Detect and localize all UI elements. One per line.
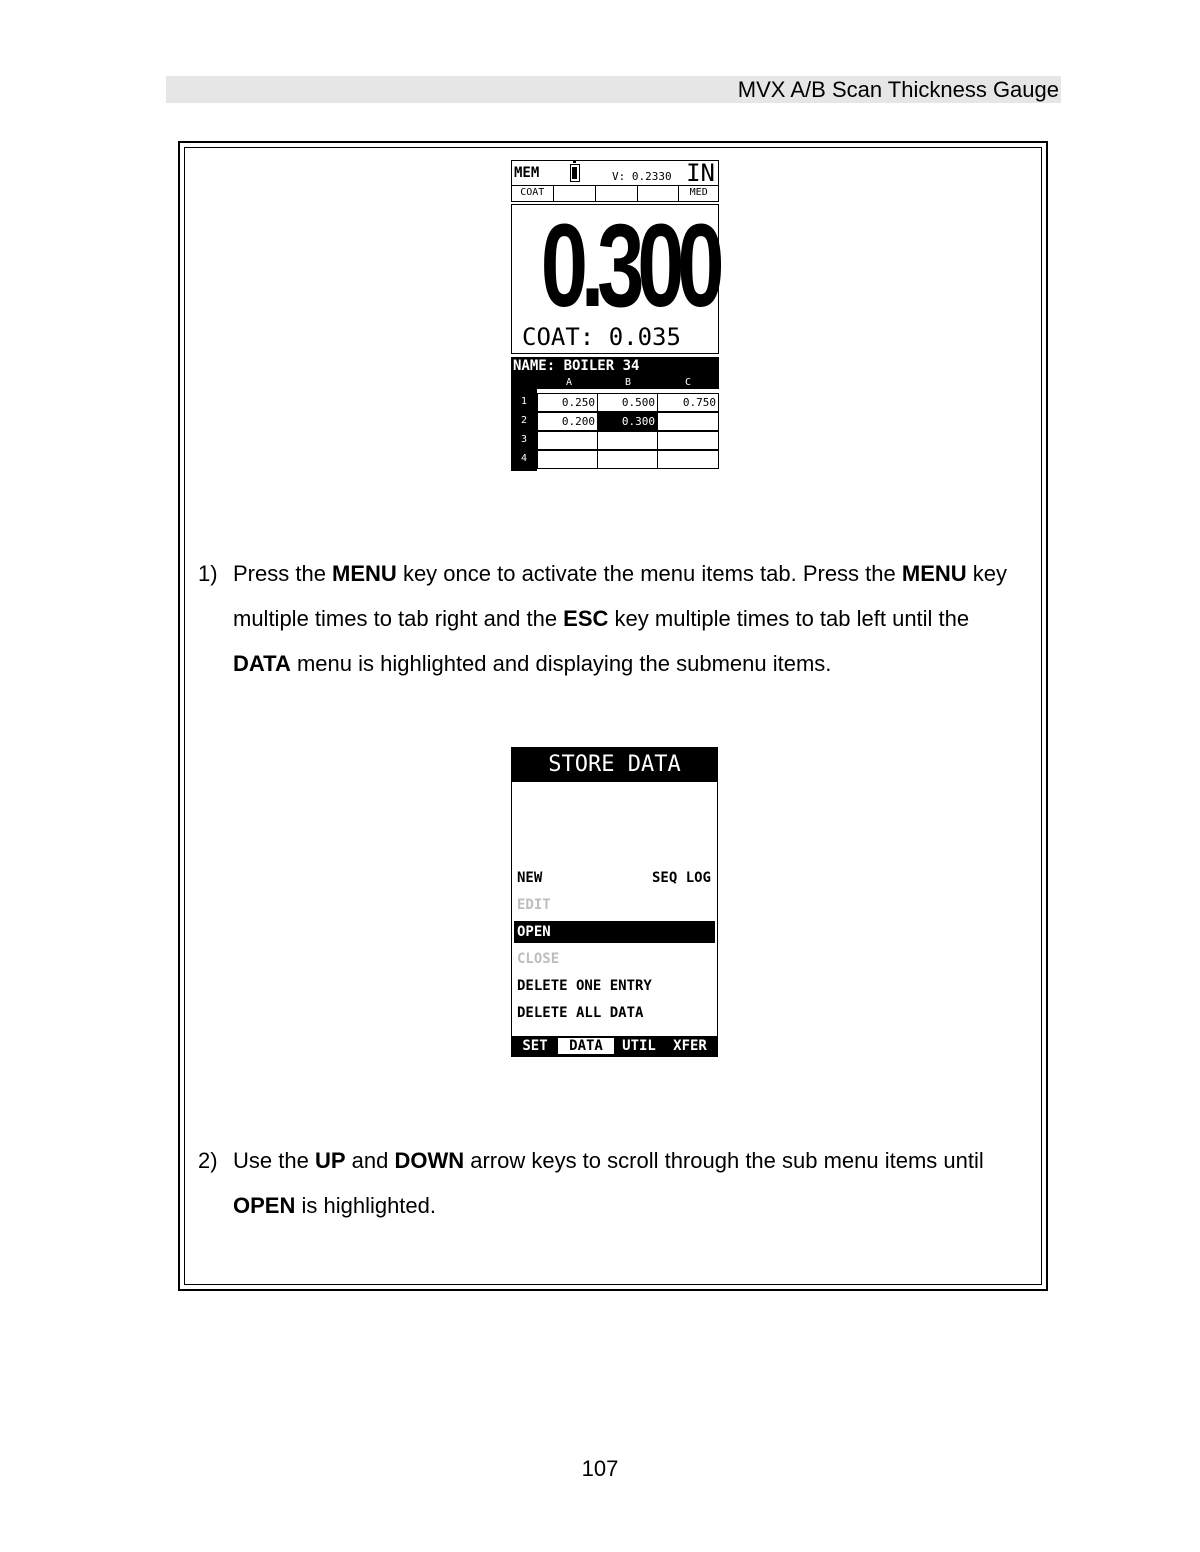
menu-item-delete-all-data[interactable]: DELETE ALL DATA [517,1005,644,1021]
menu-tab-bar [512,1036,717,1056]
grid-cell [597,450,658,469]
velocity-readout: V: 0.2330 [612,170,672,183]
menu-title: STORE DATA [512,748,717,782]
menu-item-edit[interactable]: EDIT [517,897,551,913]
coat-reading: COAT: 0.035 [522,323,681,351]
status-row [511,160,719,186]
key-name: MENU [901,561,967,586]
grid-cell: 0.200 [537,412,598,431]
key-name: UP [314,1148,346,1173]
tab-xfer[interactable]: XFER [673,1038,707,1054]
text-run: is highlighted. [295,1193,437,1218]
grid-cell: 0.500 [597,393,658,412]
grid-cell [537,450,598,469]
grid-row-header [511,389,537,471]
text-run: key multiple times to tab right and the [233,561,1008,631]
grid-cell [657,412,719,431]
tab-data[interactable]: DATA [558,1038,614,1054]
header-bar [166,76,1061,103]
grid-cell [657,450,719,469]
page-number: 107 [581,1456,619,1481]
grid-cell [657,431,719,450]
battery-icon [570,164,580,182]
key-name: DATA [233,651,291,676]
text-run: key multiple times to tab left until the [608,606,970,631]
menu-item-open[interactable]: OPEN [514,921,715,943]
text-run: key once to activate the menu items tab. Press the [396,561,902,586]
key-name: ESC [563,606,609,631]
step-text [233,551,1033,686]
column-label: B [624,377,632,388]
menu-item-delete-one-entry[interactable]: DELETE ONE ENTRY [517,978,652,994]
text-run: menu is highlighted and displaying the submenu items. [290,651,832,676]
units-indicator: IN [686,159,715,187]
tab-util[interactable]: UTIL [622,1038,656,1054]
step-number: 2) [198,1148,218,1173]
grid-cell: 0.750 [657,393,719,412]
column-label: C [684,377,692,388]
column-label: A [565,377,573,388]
mem-indicator: MEM [514,165,540,181]
row-label: 1 [520,396,528,407]
log-name: NAME: BOILER 34 [511,357,719,376]
feature-slot [638,186,680,201]
feature-coat: COAT [512,186,554,201]
grid-column-header [511,376,719,389]
thickness-reading: 0.300 [540,200,718,332]
row-label: 4 [520,453,528,464]
menu-item-new[interactable]: NEW [517,870,543,886]
feature-slot [554,186,597,201]
seq-log-label: SEQ LOG [651,870,711,886]
header-title: MVX A/B Scan Thickness Gauge [737,77,1059,102]
key-name: MENU [332,561,397,586]
text-run: and [345,1148,395,1173]
grid-cell [597,431,658,450]
key-name: DOWN [394,1148,465,1173]
gauge-menu-screen [511,747,718,1057]
row-label: 2 [520,415,528,426]
feature-slot [596,186,638,201]
grid-cell [537,431,598,450]
reading-box [511,200,719,354]
menu-item-close[interactable]: CLOSE [517,951,560,967]
text-run: arrow keys to scroll through the sub menu items until [464,1148,984,1173]
data-grid [511,376,719,471]
text-run: Use the [233,1148,315,1173]
grid-cell-selected: 0.300 [597,412,658,431]
feature-med: MED [689,187,708,198]
row-label: 3 [520,434,528,445]
tab-set[interactable]: SET [522,1038,548,1054]
key-name: OPEN [233,1193,296,1218]
gauge-measurement-screen [511,160,719,471]
text-run: Press the [233,561,333,586]
step-text [233,1138,1033,1228]
grid-cell: 0.250 [537,393,598,412]
step-number: 1) [198,561,218,586]
